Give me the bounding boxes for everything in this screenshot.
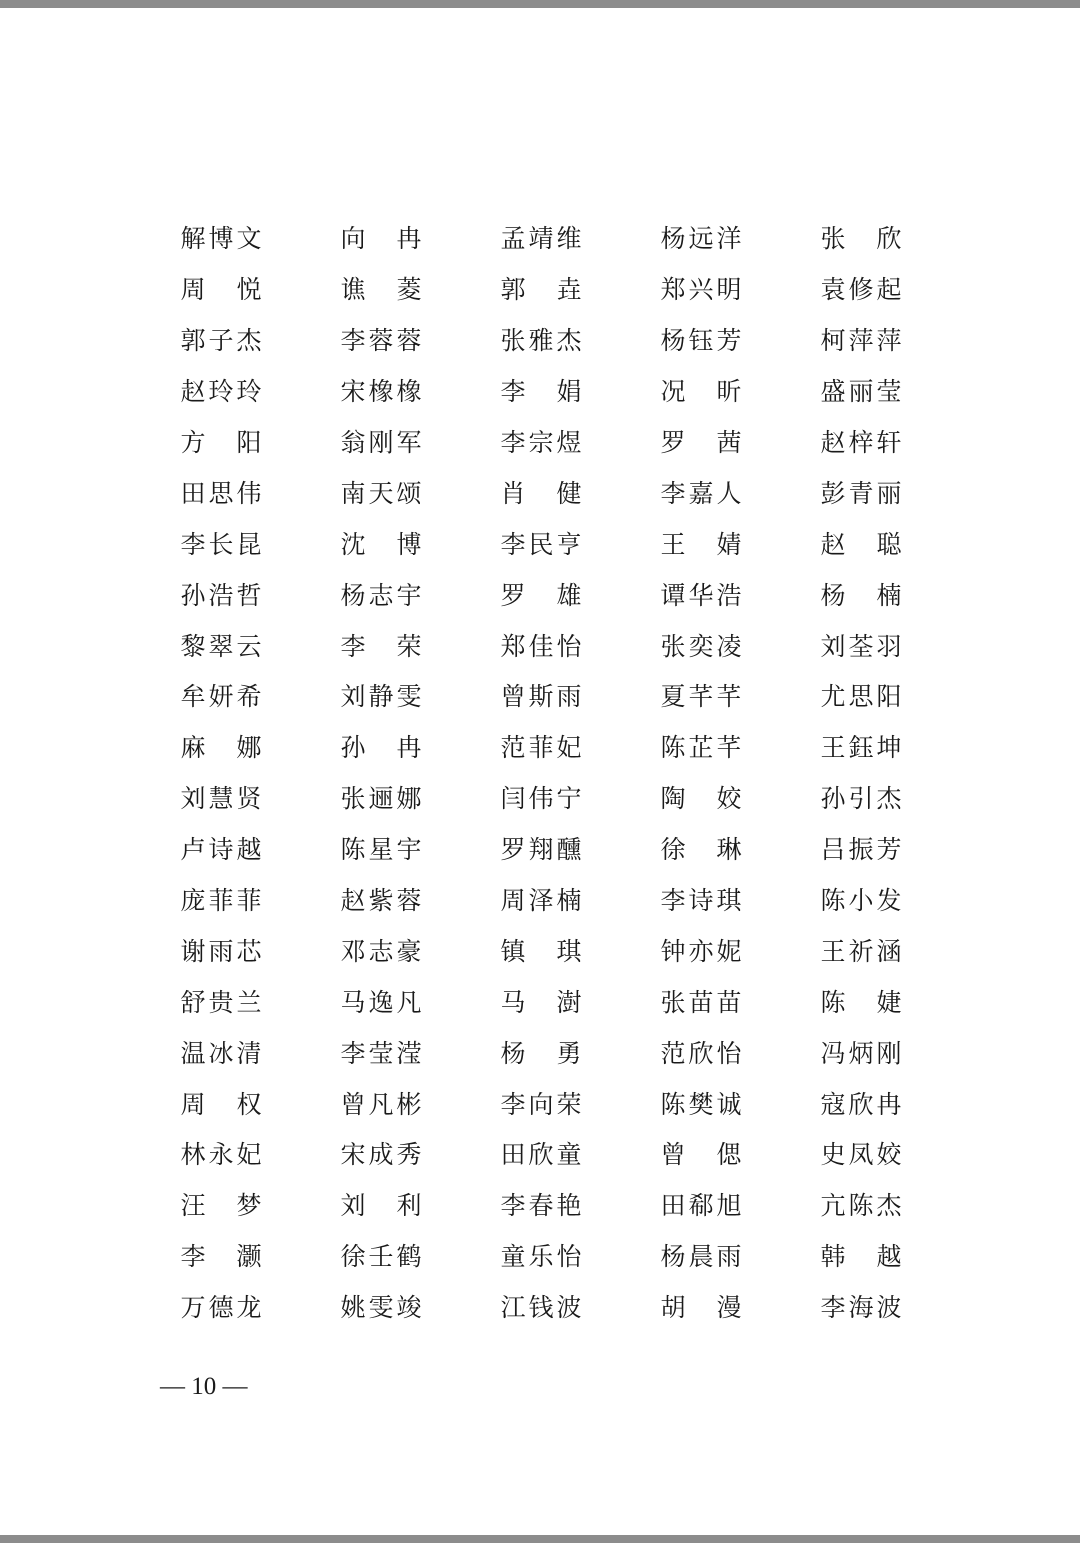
name-text: 孟 靖 维 — [500, 224, 582, 254]
name-text: 张 雅 杰 — [500, 326, 582, 356]
name-text: 吕 振 芳 — [820, 835, 902, 865]
name-text: 田 思 伟 — [180, 478, 262, 508]
name-text: 王 祈 涵 — [820, 936, 902, 966]
name-row — [160, 772, 920, 823]
name-entry — [480, 728, 640, 764]
name-text: 曾 偲 — [660, 1140, 742, 1170]
name-text: 沈 博 — [340, 529, 422, 559]
name-entry — [640, 576, 800, 612]
name-row — [160, 314, 920, 365]
name-text: 张 欣 — [820, 224, 902, 254]
name-entry — [480, 372, 640, 408]
name-entry — [640, 830, 800, 866]
name-row — [160, 416, 920, 467]
name-text: 谢 雨 芯 — [180, 936, 262, 966]
name-entry — [800, 627, 960, 663]
name-entry — [640, 321, 800, 357]
name-entry — [640, 1237, 800, 1273]
name-text: 王 鈺 坤 — [820, 733, 902, 763]
name-entry — [160, 1186, 320, 1222]
name-text: 南 天 颂 — [340, 478, 422, 508]
name-entry — [640, 423, 800, 459]
name-row — [160, 212, 920, 263]
name-entry — [800, 677, 960, 713]
name-text: 翁 刚 军 — [340, 428, 422, 457]
name-row — [160, 1230, 920, 1281]
name-entry — [320, 830, 480, 866]
name-entry — [480, 779, 640, 815]
name-text: 陶 姣 — [660, 784, 742, 814]
name-row — [160, 263, 920, 314]
name-entry — [320, 983, 480, 1019]
name-entry — [160, 1135, 320, 1171]
name-text: 黎 翠 云 — [180, 631, 262, 661]
name-entry — [800, 372, 960, 408]
name-text: 杨 远 洋 — [660, 224, 742, 254]
name-entry — [800, 728, 960, 764]
name-text: 张 苗 苗 — [660, 987, 742, 1017]
name-text: 童 乐 怡 — [500, 1242, 582, 1272]
name-row — [160, 1179, 920, 1230]
name-entry — [480, 1288, 640, 1324]
name-text: 郑 兴 明 — [660, 275, 742, 305]
name-entry — [160, 474, 320, 510]
name-row — [160, 568, 920, 619]
name-text: 张 奕 凌 — [660, 631, 742, 661]
name-entry — [480, 983, 640, 1019]
name-entry — [160, 525, 320, 561]
name-row — [160, 721, 920, 772]
name-entry — [800, 983, 960, 1019]
name-text: 杨 楠 — [820, 580, 902, 610]
name-entry — [160, 1237, 320, 1273]
name-entry — [320, 372, 480, 408]
name-text: 胡 漫 — [660, 1293, 742, 1323]
name-text: 温 冰 清 — [180, 1038, 262, 1068]
name-entry — [480, 1237, 640, 1273]
name-text: 万 德 龙 — [180, 1293, 262, 1323]
name-text: 李 嘉 人 — [660, 478, 742, 508]
name-text: 闫 伟 宁 — [500, 784, 582, 814]
name-entry — [800, 830, 960, 866]
name-entry — [320, 576, 480, 612]
name-text: 罗 雄 — [500, 580, 582, 610]
name-text: 刘 静 雯 — [340, 682, 422, 712]
name-entry — [320, 1135, 480, 1171]
name-text: 江 钱 波 — [500, 1293, 582, 1323]
name-row — [160, 1281, 920, 1332]
name-entry — [480, 932, 640, 968]
name-row — [160, 517, 920, 568]
page-number: — 10 — — [160, 1373, 248, 1400]
name-text: 赵 聪 — [820, 529, 902, 559]
name-entry — [480, 1085, 640, 1121]
name-entry — [160, 1034, 320, 1070]
name-entry — [640, 779, 800, 815]
name-entry — [640, 1186, 800, 1222]
name-entry — [320, 779, 480, 815]
name-row — [160, 823, 920, 874]
name-entry — [640, 677, 800, 713]
name-entry — [320, 219, 480, 255]
name-text: 孙 冉 — [340, 733, 422, 763]
name-entry — [640, 1288, 800, 1324]
name-text: 舒 贵 兰 — [180, 987, 262, 1017]
name-entry — [640, 270, 800, 306]
name-text: 李 宗 煜 — [500, 428, 582, 457]
name-text: 杨 晨 雨 — [660, 1242, 742, 1272]
name-text: 马 逸 凡 — [340, 987, 422, 1017]
name-entry — [160, 932, 320, 968]
name-entry — [640, 525, 800, 561]
name-text: 李 荣 — [340, 631, 422, 661]
name-entry — [640, 881, 800, 917]
name-entry — [800, 270, 960, 306]
name-row — [160, 975, 920, 1026]
name-text: 姚 雯 竣 — [340, 1293, 422, 1323]
name-text: 罗 茜 — [660, 428, 742, 457]
name-text: 谭 华 浩 — [660, 580, 742, 610]
name-entry — [640, 983, 800, 1019]
name-text: 赵 梓 轩 — [820, 428, 902, 457]
name-row — [160, 670, 920, 721]
name-text: 刘 慧 贤 — [180, 784, 262, 814]
name-entry — [320, 423, 480, 459]
name-text: 陈 樊 诚 — [660, 1089, 742, 1119]
name-text: 汪 梦 — [180, 1191, 262, 1221]
name-text: 麻 娜 — [180, 733, 262, 763]
name-text: 冯 炳 刚 — [820, 1038, 902, 1068]
name-text: 彭 青 丽 — [820, 478, 902, 508]
name-entry — [160, 779, 320, 815]
name-entry — [640, 1135, 800, 1171]
name-entry — [480, 576, 640, 612]
name-text: 孙 浩 哲 — [180, 580, 262, 610]
name-entry — [320, 627, 480, 663]
name-entry — [640, 728, 800, 764]
name-text: 陈 婕 — [820, 987, 902, 1017]
name-entry — [640, 1085, 800, 1121]
name-entry — [320, 677, 480, 713]
name-list-grid — [160, 212, 920, 1332]
name-entry — [320, 474, 480, 510]
name-text: 周 泽 楠 — [500, 886, 582, 916]
name-entry — [320, 881, 480, 917]
name-text: 田 欣 童 — [500, 1140, 582, 1170]
name-text: 李 向 荣 — [500, 1089, 582, 1119]
name-text: 庞 菲 菲 — [180, 886, 262, 916]
name-entry — [480, 270, 640, 306]
name-entry — [160, 270, 320, 306]
name-entry — [800, 525, 960, 561]
name-text: 寇 欣 冉 — [820, 1089, 902, 1119]
name-text: 刘 荃 羽 — [820, 631, 902, 661]
name-entry — [160, 321, 320, 357]
name-text: 李 蓉 蓉 — [340, 326, 422, 356]
name-text: 赵 紫 蓉 — [340, 886, 422, 916]
name-text: 李 灏 — [180, 1242, 262, 1272]
name-text: 郭 子 杰 — [180, 326, 262, 356]
name-text: 宋 橡 橡 — [340, 377, 422, 407]
name-row — [160, 1128, 920, 1179]
name-text: 谯 菱 — [340, 275, 422, 305]
name-entry — [480, 1034, 640, 1070]
name-entry — [480, 830, 640, 866]
name-text: 周 权 — [180, 1089, 262, 1119]
name-entry — [800, 1034, 960, 1070]
name-entry — [640, 932, 800, 968]
name-text: 郭 垚 — [500, 275, 582, 305]
name-text: 亢 陈 杰 — [820, 1191, 902, 1221]
name-entry — [800, 1085, 960, 1121]
name-entry — [640, 627, 800, 663]
name-text: 李 春 艳 — [500, 1191, 582, 1221]
name-row — [160, 1077, 920, 1128]
name-entry — [320, 1034, 480, 1070]
name-text: 李 娟 — [500, 377, 582, 407]
name-entry — [320, 1186, 480, 1222]
name-text: 夏 芊 芊 — [660, 682, 742, 712]
name-row — [160, 1026, 920, 1077]
name-entry — [800, 321, 960, 357]
name-entry — [320, 525, 480, 561]
name-text: 韩 越 — [820, 1242, 902, 1272]
name-text: 马 澍 — [500, 987, 582, 1017]
name-entry — [160, 1288, 320, 1324]
name-text: 郑 佳 怡 — [500, 631, 582, 661]
name-entry — [160, 881, 320, 917]
name-entry — [160, 728, 320, 764]
name-entry — [160, 677, 320, 713]
name-entry — [800, 1186, 960, 1222]
name-entry — [320, 1237, 480, 1273]
name-entry — [800, 1135, 960, 1171]
name-text: 卢 诗 越 — [180, 835, 262, 865]
name-entry — [480, 423, 640, 459]
name-text: 李 长 昆 — [180, 529, 262, 559]
top-border — [0, 0, 1080, 8]
name-entry — [160, 1085, 320, 1121]
name-entry — [800, 1237, 960, 1273]
name-entry — [800, 576, 960, 612]
name-entry — [480, 474, 640, 510]
name-text: 尤 思 阳 — [820, 682, 902, 712]
name-text: 袁 修 起 — [820, 275, 902, 305]
name-text: 徐 琳 — [660, 835, 742, 865]
name-text: 田 郗 旭 — [660, 1191, 742, 1221]
name-entry — [320, 932, 480, 968]
name-text: 牟 妍 希 — [180, 682, 262, 712]
name-text: 周 悦 — [180, 275, 262, 305]
name-entry — [160, 372, 320, 408]
name-entry — [640, 372, 800, 408]
name-text: 杨 勇 — [500, 1038, 582, 1068]
name-entry — [480, 219, 640, 255]
name-text: 李 莹 滢 — [340, 1038, 422, 1068]
name-entry — [480, 627, 640, 663]
name-text: 邓 志 豪 — [340, 936, 422, 966]
name-entry — [800, 1288, 960, 1324]
name-text: 陈 星 宇 — [340, 835, 422, 865]
name-entry — [480, 321, 640, 357]
name-text: 罗 翔 醺 — [500, 835, 582, 865]
name-row — [160, 874, 920, 925]
name-text: 孙 引 杰 — [820, 784, 902, 814]
name-entry — [800, 779, 960, 815]
name-entry — [160, 219, 320, 255]
name-text: 杨 志 宇 — [340, 580, 422, 610]
name-text: 曾 凡 彬 — [340, 1089, 422, 1119]
name-text: 范 菲 妃 — [500, 733, 582, 763]
name-text: 盛 丽 莹 — [820, 377, 902, 407]
name-entry — [800, 881, 960, 917]
name-entry — [320, 1288, 480, 1324]
name-text: 曾 斯 雨 — [500, 682, 582, 712]
name-entry — [800, 474, 960, 510]
name-text: 肖 健 — [500, 478, 582, 508]
name-text: 解 博 文 — [180, 224, 262, 254]
name-entry — [320, 270, 480, 306]
name-text: 宋 成 秀 — [340, 1140, 422, 1170]
name-text: 钟 亦 妮 — [660, 936, 742, 966]
name-entry — [640, 219, 800, 255]
name-entry — [480, 525, 640, 561]
name-entry — [640, 1034, 800, 1070]
name-row — [160, 924, 920, 975]
name-entry — [640, 474, 800, 510]
bottom-border — [0, 1535, 1080, 1543]
name-text: 况 昕 — [660, 377, 742, 407]
name-entry — [480, 881, 640, 917]
name-text: 徐 壬 鹤 — [340, 1242, 422, 1272]
name-text: 史 凤 姣 — [820, 1140, 902, 1170]
name-entry — [160, 983, 320, 1019]
name-text: 李 诗 琪 — [660, 886, 742, 916]
name-text: 张 逦 娜 — [340, 784, 422, 814]
name-text: 杨 钰 芳 — [660, 326, 742, 356]
name-entry — [800, 932, 960, 968]
name-entry — [480, 1135, 640, 1171]
name-entry — [160, 423, 320, 459]
name-entry — [800, 219, 960, 255]
name-text: 王 婧 — [660, 529, 742, 559]
name-text: 范 欣 怡 — [660, 1038, 742, 1068]
name-entry — [320, 321, 480, 357]
name-entry — [160, 830, 320, 866]
name-text: 向 冉 — [340, 224, 422, 254]
name-entry — [160, 627, 320, 663]
name-text: 李 海 波 — [820, 1293, 902, 1323]
name-entry — [160, 576, 320, 612]
name-text: 镇 琪 — [500, 936, 582, 966]
name-entry — [480, 1186, 640, 1222]
name-text: 陈 小 发 — [820, 886, 902, 916]
name-text: 陈 芷 芊 — [660, 733, 742, 763]
name-entry — [480, 677, 640, 713]
name-row — [160, 365, 920, 416]
name-entry — [800, 423, 960, 459]
name-text: 赵 玲 玲 — [180, 377, 262, 407]
name-text: 柯 萍 萍 — [820, 326, 902, 356]
name-row — [160, 466, 920, 517]
name-text: 林 永 妃 — [180, 1140, 262, 1170]
name-text: 李 民 亨 — [500, 529, 582, 559]
name-entry — [320, 728, 480, 764]
name-row — [160, 619, 920, 670]
name-text: 方 阳 — [180, 428, 262, 457]
name-entry — [320, 1085, 480, 1121]
name-text: 刘 利 — [340, 1191, 422, 1221]
